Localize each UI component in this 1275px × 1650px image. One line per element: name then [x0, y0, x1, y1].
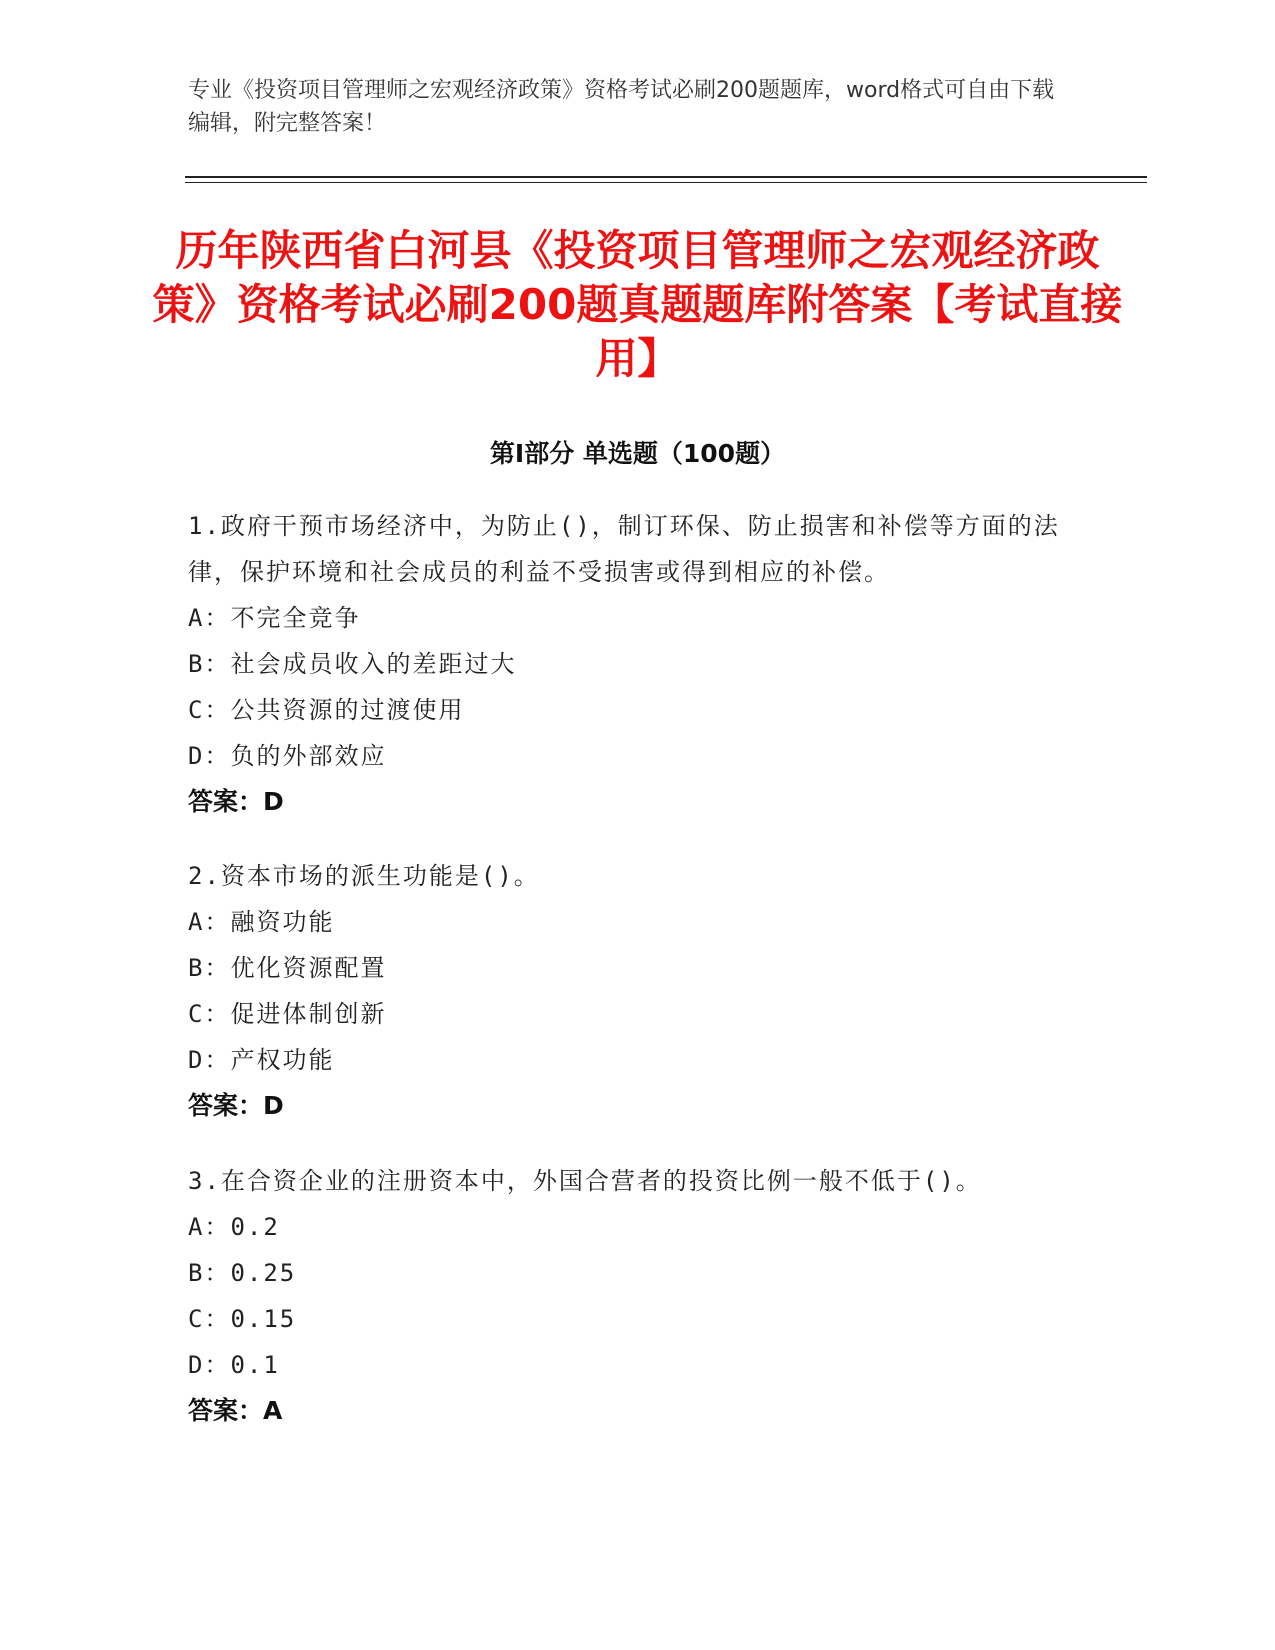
document-title: 历年陕西省白河县《投资项目管理师之宏观经济政策》资格考试必刷200题真题题库附答案【考试直接用】	[152, 226, 1123, 383]
option-c: C：促进体制创新	[188, 1000, 387, 1028]
question-1	[188, 503, 1068, 825]
answer: 答案：D	[188, 1091, 284, 1120]
header-divider	[185, 176, 1147, 178]
option-b: B：社会成员收入的差距过大	[188, 650, 517, 678]
question-stem: 1.政府干预市场经济中，为防止()，制订环保、防止损害和补偿等方面的法律，保护环境和社会成员的利益不受损害或得到相应的补偿。	[188, 512, 1060, 586]
question-2	[188, 853, 1068, 1129]
option-a: A：不完全竞争	[188, 604, 361, 632]
header-divider-thin	[185, 182, 1147, 183]
question-3	[188, 1158, 1068, 1434]
option-a: A：0.2	[188, 1213, 280, 1241]
header-note: 专业《投资项目管理师之宏观经济政策》资格考试必刷200题题库，word格式可自由下载编辑，附完整答案！	[188, 78, 1055, 136]
answer: 答案：D	[188, 787, 284, 816]
question-stem: 3.在合资企业的注册资本中，外国合营者的投资比例一般不低于()。	[188, 1167, 982, 1195]
option-b: B：优化资源配置	[188, 954, 387, 982]
option-a: A：融资功能	[188, 908, 335, 936]
section-title: 第I部分 单选题（100题）	[489, 439, 786, 468]
answer: 答案：A	[188, 1396, 283, 1425]
option-d: D：负的外部效应	[188, 742, 387, 770]
option-c: C：公共资源的过渡使用	[188, 696, 465, 724]
option-b: B：0.25	[188, 1259, 297, 1287]
option-d: D：产权功能	[188, 1046, 335, 1074]
question-stem: 2.资本市场的派生功能是()。	[188, 862, 540, 890]
option-c: C：0.15	[188, 1305, 297, 1333]
option-d: D：0.1	[188, 1351, 280, 1379]
